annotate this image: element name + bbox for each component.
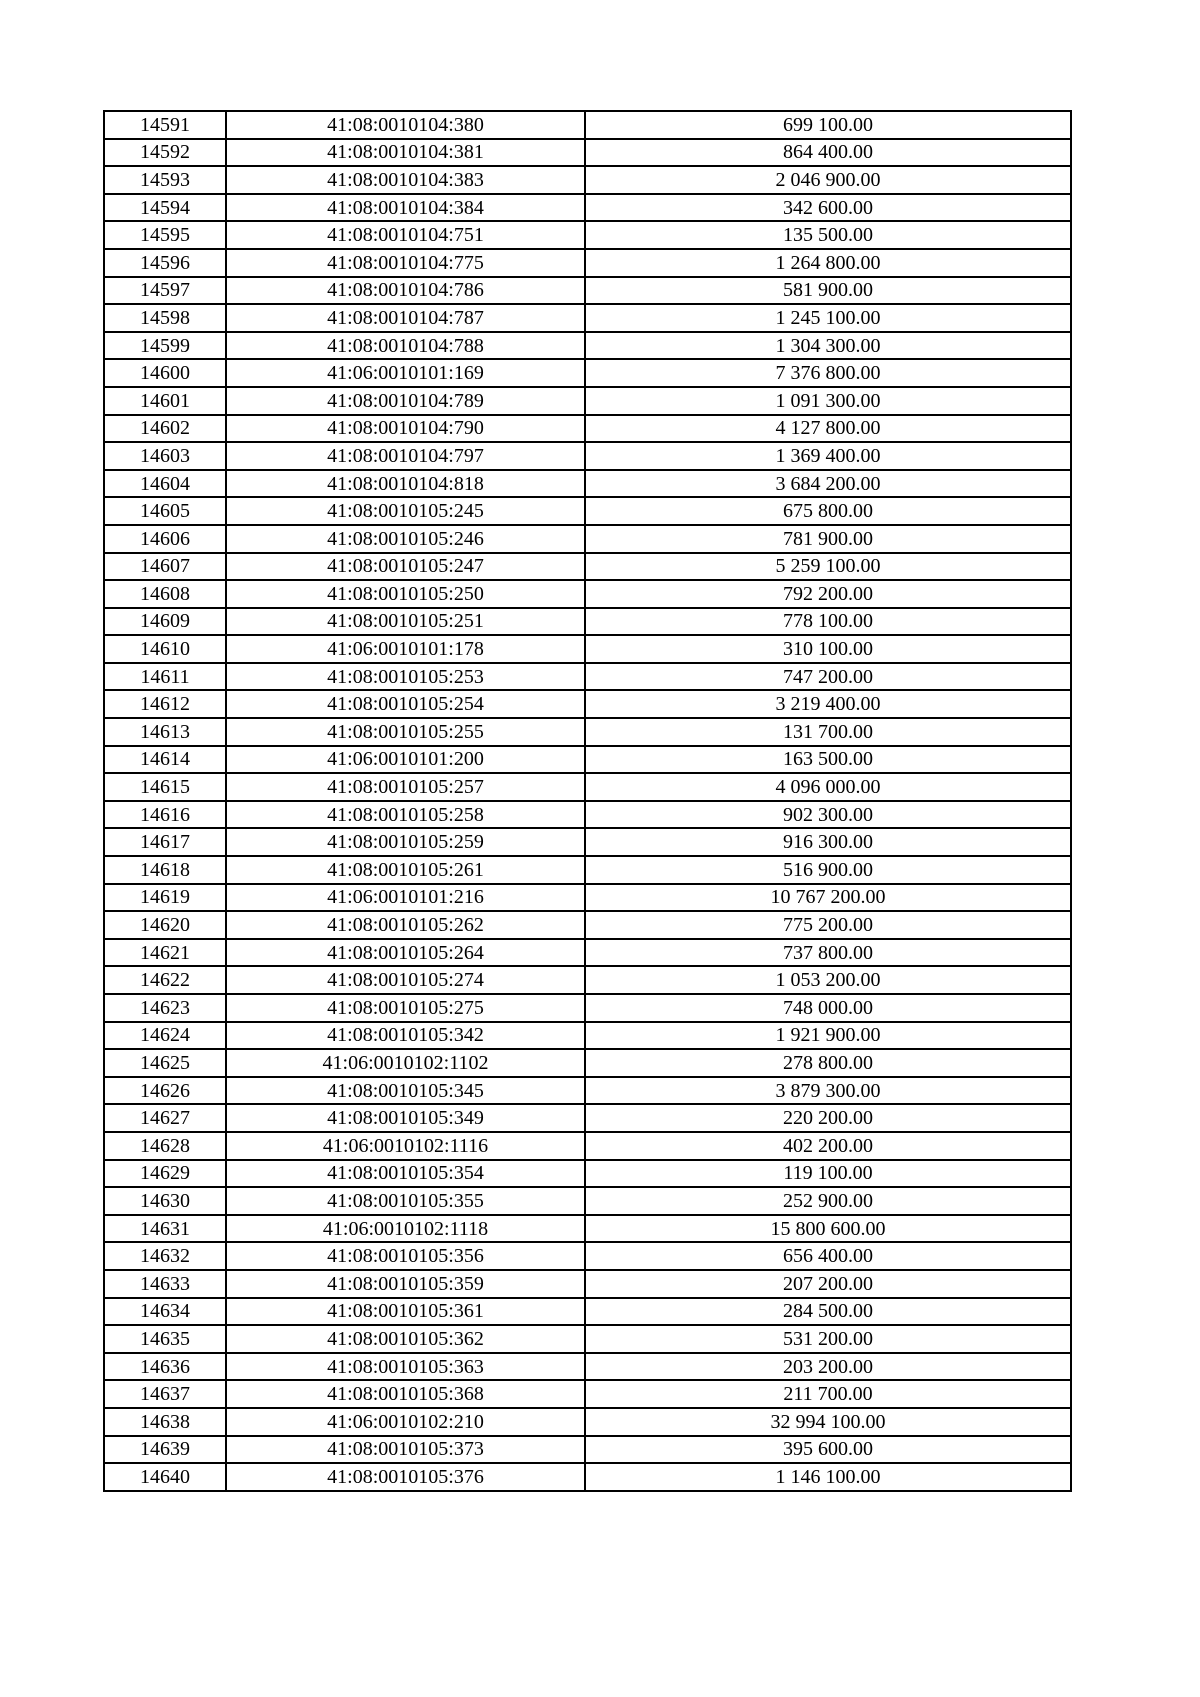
cadastral-value-cell: 4 127 800.00	[585, 415, 1071, 443]
cadastral-value-cell: 284 500.00	[585, 1298, 1071, 1326]
cadastral-value-cell: 1 921 900.00	[585, 1022, 1071, 1050]
row-number-cell: 14633	[104, 1270, 226, 1298]
row-number-cell: 14611	[104, 663, 226, 691]
row-number-cell: 14592	[104, 139, 226, 167]
row-number-cell: 14591	[104, 111, 226, 139]
table-row	[104, 939, 1071, 967]
cadastral-number-cell: 41:08:0010105:253	[226, 663, 585, 691]
cadastral-value-cell: 10 767 200.00	[585, 884, 1071, 912]
row-number-cell: 14602	[104, 415, 226, 443]
cadastral-value-cell: 747 200.00	[585, 663, 1071, 691]
row-number-cell: 14628	[104, 1132, 226, 1160]
cadastral-number-cell: 41:08:0010104:788	[226, 332, 585, 360]
table-row	[104, 580, 1071, 608]
cadastral-number-cell: 41:08:0010104:786	[226, 277, 585, 305]
table-row	[104, 1022, 1071, 1050]
cadastral-number-cell: 41:08:0010105:258	[226, 801, 585, 829]
cadastral-value-cell: 278 800.00	[585, 1049, 1071, 1077]
row-number-cell: 14620	[104, 911, 226, 939]
table-row	[104, 635, 1071, 663]
table-row	[104, 911, 1071, 939]
cadastral-value-cell: 778 100.00	[585, 608, 1071, 636]
cadastral-value-cell: 656 400.00	[585, 1242, 1071, 1270]
row-number-cell: 14605	[104, 497, 226, 525]
cadastral-value-cell: 1 245 100.00	[585, 304, 1071, 332]
cadastral-number-cell: 41:06:0010101:200	[226, 746, 585, 774]
row-number-cell: 14634	[104, 1298, 226, 1326]
cadastral-value-cell: 737 800.00	[585, 939, 1071, 967]
table-row	[104, 608, 1071, 636]
cadastral-number-cell: 41:08:0010105:342	[226, 1022, 585, 1050]
cadastral-value-cell: 864 400.00	[585, 139, 1071, 167]
table-row	[104, 194, 1071, 222]
cadastral-number-cell: 41:08:0010105:376	[226, 1463, 585, 1491]
table-row	[104, 304, 1071, 332]
cadastral-number-cell: 41:06:0010101:169	[226, 359, 585, 387]
row-number-cell: 14638	[104, 1408, 226, 1436]
row-number-cell: 14616	[104, 801, 226, 829]
cadastral-number-cell: 41:08:0010105:251	[226, 608, 585, 636]
cadastral-number-cell: 41:08:0010105:245	[226, 497, 585, 525]
cadastral-number-cell: 41:08:0010105:361	[226, 1298, 585, 1326]
cadastral-number-cell: 41:08:0010104:818	[226, 470, 585, 498]
cadastral-value-cell: 2 046 900.00	[585, 166, 1071, 194]
cadastral-value-cell: 1 146 100.00	[585, 1463, 1071, 1491]
row-number-cell: 14610	[104, 635, 226, 663]
row-number-cell: 14621	[104, 939, 226, 967]
cadastral-number-cell: 41:06:0010102:1102	[226, 1049, 585, 1077]
row-number-cell: 14632	[104, 1242, 226, 1270]
cadastral-number-cell: 41:06:0010102:210	[226, 1408, 585, 1436]
cadastral-number-cell: 41:08:0010105:261	[226, 856, 585, 884]
row-number-cell: 14630	[104, 1187, 226, 1215]
cadastral-number-cell: 41:08:0010105:368	[226, 1380, 585, 1408]
cadastral-number-cell: 41:08:0010105:362	[226, 1325, 585, 1353]
row-number-cell: 14595	[104, 221, 226, 249]
cadastral-number-cell: 41:08:0010105:275	[226, 994, 585, 1022]
cadastral-number-cell: 41:08:0010104:380	[226, 111, 585, 139]
row-number-cell: 14631	[104, 1215, 226, 1243]
table-row	[104, 1077, 1071, 1105]
cadastral-number-cell: 41:08:0010104:775	[226, 249, 585, 277]
cadastral-number-cell: 41:08:0010105:349	[226, 1104, 585, 1132]
row-number-cell: 14606	[104, 525, 226, 553]
row-number-cell: 14614	[104, 746, 226, 774]
cadastral-value-cell: 395 600.00	[585, 1436, 1071, 1464]
table-row	[104, 663, 1071, 691]
cadastral-value-cell: 310 100.00	[585, 635, 1071, 663]
cadastral-number-cell: 41:08:0010105:274	[226, 966, 585, 994]
cadastral-number-cell: 41:08:0010105:259	[226, 828, 585, 856]
row-number-cell: 14604	[104, 470, 226, 498]
row-number-cell: 14637	[104, 1380, 226, 1408]
row-number-cell: 14601	[104, 387, 226, 415]
cadastral-value-cell: 211 700.00	[585, 1380, 1071, 1408]
row-number-cell: 14593	[104, 166, 226, 194]
cadastral-value-cell: 135 500.00	[585, 221, 1071, 249]
cadastral-value-cell: 163 500.00	[585, 746, 1071, 774]
cadastral-value-cell: 699 100.00	[585, 111, 1071, 139]
row-number-cell: 14623	[104, 994, 226, 1022]
table-row	[104, 1298, 1071, 1326]
row-number-cell: 14597	[104, 277, 226, 305]
cadastral-value-cell: 781 900.00	[585, 525, 1071, 553]
row-number-cell: 14622	[104, 966, 226, 994]
cadastral-value-cell: 3 219 400.00	[585, 690, 1071, 718]
table-row	[104, 470, 1071, 498]
table-row	[104, 1104, 1071, 1132]
cadastral-value-cell: 675 800.00	[585, 497, 1071, 525]
table-row	[104, 221, 1071, 249]
table-row	[104, 249, 1071, 277]
table-row	[104, 139, 1071, 167]
table-row	[104, 773, 1071, 801]
row-number-cell: 14627	[104, 1104, 226, 1132]
cadastral-number-cell: 41:08:0010105:247	[226, 553, 585, 581]
cadastral-number-cell: 41:08:0010105:359	[226, 1270, 585, 1298]
table-row	[104, 553, 1071, 581]
table-row	[104, 884, 1071, 912]
table-row	[104, 1132, 1071, 1160]
table-row	[104, 1049, 1071, 1077]
cadastral-number-cell: 41:08:0010104:797	[226, 442, 585, 470]
cadastral-value-cell: 1 053 200.00	[585, 966, 1071, 994]
cadastral-value-cell: 3 684 200.00	[585, 470, 1071, 498]
row-number-cell: 14594	[104, 194, 226, 222]
row-number-cell: 14617	[104, 828, 226, 856]
table-row	[104, 856, 1071, 884]
table-row	[104, 111, 1071, 139]
cadastral-value-cell: 5 259 100.00	[585, 553, 1071, 581]
row-number-cell: 14599	[104, 332, 226, 360]
row-number-cell: 14598	[104, 304, 226, 332]
cadastral-number-cell: 41:08:0010105:257	[226, 773, 585, 801]
row-number-cell: 14609	[104, 608, 226, 636]
table-row	[104, 166, 1071, 194]
table-row	[104, 387, 1071, 415]
cadastral-number-cell: 41:08:0010104:384	[226, 194, 585, 222]
cadastral-value-cell: 531 200.00	[585, 1325, 1071, 1353]
table-body	[104, 111, 1071, 1491]
cadastral-number-cell: 41:08:0010105:355	[226, 1187, 585, 1215]
cadastral-value-cell: 1 091 300.00	[585, 387, 1071, 415]
cadastral-value-cell: 252 900.00	[585, 1187, 1071, 1215]
cadastral-value-cell: 792 200.00	[585, 580, 1071, 608]
cadastral-value-table	[103, 110, 1072, 1492]
table-row	[104, 497, 1071, 525]
table-row	[104, 277, 1071, 305]
table-row	[104, 828, 1071, 856]
table-row	[104, 332, 1071, 360]
table-row	[104, 1160, 1071, 1188]
cadastral-value-cell: 7 376 800.00	[585, 359, 1071, 387]
cadastral-value-cell: 516 900.00	[585, 856, 1071, 884]
table-row	[104, 1436, 1071, 1464]
row-number-cell: 14619	[104, 884, 226, 912]
row-number-cell: 14600	[104, 359, 226, 387]
row-number-cell: 14635	[104, 1325, 226, 1353]
cadastral-number-cell: 41:08:0010105:264	[226, 939, 585, 967]
row-number-cell: 14613	[104, 718, 226, 746]
cadastral-number-cell: 41:06:0010101:178	[226, 635, 585, 663]
cadastral-value-cell: 3 879 300.00	[585, 1077, 1071, 1105]
cadastral-value-cell: 207 200.00	[585, 1270, 1071, 1298]
table-row	[104, 1242, 1071, 1270]
cadastral-number-cell: 41:06:0010101:216	[226, 884, 585, 912]
cadastral-number-cell: 41:08:0010105:255	[226, 718, 585, 746]
table-row	[104, 966, 1071, 994]
table-row	[104, 442, 1071, 470]
cadastral-value-cell: 1 264 800.00	[585, 249, 1071, 277]
row-number-cell: 14596	[104, 249, 226, 277]
table-row	[104, 1408, 1071, 1436]
cadastral-number-cell: 41:08:0010104:383	[226, 166, 585, 194]
row-number-cell: 14625	[104, 1049, 226, 1077]
cadastral-value-cell: 131 700.00	[585, 718, 1071, 746]
cadastral-number-cell: 41:08:0010105:246	[226, 525, 585, 553]
table-row	[104, 359, 1071, 387]
table-row	[104, 718, 1071, 746]
cadastral-value-cell: 32 994 100.00	[585, 1408, 1071, 1436]
cadastral-number-cell: 41:08:0010104:787	[226, 304, 585, 332]
cadastral-value-cell: 748 000.00	[585, 994, 1071, 1022]
table-row	[104, 1353, 1071, 1381]
cadastral-number-cell: 41:06:0010102:1116	[226, 1132, 585, 1160]
row-number-cell: 14624	[104, 1022, 226, 1050]
cadastral-value-cell: 15 800 600.00	[585, 1215, 1071, 1243]
cadastral-number-cell: 41:08:0010105:356	[226, 1242, 585, 1270]
cadastral-value-cell: 1 304 300.00	[585, 332, 1071, 360]
cadastral-value-cell: 203 200.00	[585, 1353, 1071, 1381]
table-row	[104, 1463, 1071, 1491]
table-row	[104, 1187, 1071, 1215]
table-row	[104, 801, 1071, 829]
row-number-cell: 14603	[104, 442, 226, 470]
cadastral-number-cell: 41:08:0010105:373	[226, 1436, 585, 1464]
row-number-cell: 14639	[104, 1436, 226, 1464]
table-row	[104, 1325, 1071, 1353]
row-number-cell: 14615	[104, 773, 226, 801]
cadastral-value-cell: 220 200.00	[585, 1104, 1071, 1132]
cadastral-number-cell: 41:08:0010105:363	[226, 1353, 585, 1381]
row-number-cell: 14629	[104, 1160, 226, 1188]
cadastral-number-cell: 41:06:0010102:1118	[226, 1215, 585, 1243]
row-number-cell: 14608	[104, 580, 226, 608]
cadastral-value-cell: 916 300.00	[585, 828, 1071, 856]
cadastral-number-cell: 41:08:0010105:262	[226, 911, 585, 939]
cadastral-number-cell: 41:08:0010105:345	[226, 1077, 585, 1105]
cadastral-value-cell: 1 369 400.00	[585, 442, 1071, 470]
table-row	[104, 525, 1071, 553]
table-row	[104, 1270, 1071, 1298]
cadastral-value-cell: 4 096 000.00	[585, 773, 1071, 801]
cadastral-number-cell: 41:08:0010104:789	[226, 387, 585, 415]
cadastral-number-cell: 41:08:0010104:790	[226, 415, 585, 443]
row-number-cell: 14607	[104, 553, 226, 581]
table-row	[104, 746, 1071, 774]
cadastral-value-cell: 342 600.00	[585, 194, 1071, 222]
cadastral-value-cell: 402 200.00	[585, 1132, 1071, 1160]
cadastral-value-cell: 119 100.00	[585, 1160, 1071, 1188]
row-number-cell: 14640	[104, 1463, 226, 1491]
cadastral-number-cell: 41:08:0010105:250	[226, 580, 585, 608]
cadastral-number-cell: 41:08:0010105:254	[226, 690, 585, 718]
cadastral-value-cell: 902 300.00	[585, 801, 1071, 829]
table-row	[104, 994, 1071, 1022]
table-row	[104, 1215, 1071, 1243]
cadastral-value-cell: 775 200.00	[585, 911, 1071, 939]
table-row	[104, 1380, 1071, 1408]
row-number-cell: 14612	[104, 690, 226, 718]
table-row	[104, 690, 1071, 718]
cadastral-number-cell: 41:08:0010104:381	[226, 139, 585, 167]
cadastral-number-cell: 41:08:0010104:751	[226, 221, 585, 249]
cadastral-number-cell: 41:08:0010105:354	[226, 1160, 585, 1188]
cadastral-value-cell: 581 900.00	[585, 277, 1071, 305]
table-row	[104, 415, 1071, 443]
row-number-cell: 14618	[104, 856, 226, 884]
row-number-cell: 14626	[104, 1077, 226, 1105]
row-number-cell: 14636	[104, 1353, 226, 1381]
